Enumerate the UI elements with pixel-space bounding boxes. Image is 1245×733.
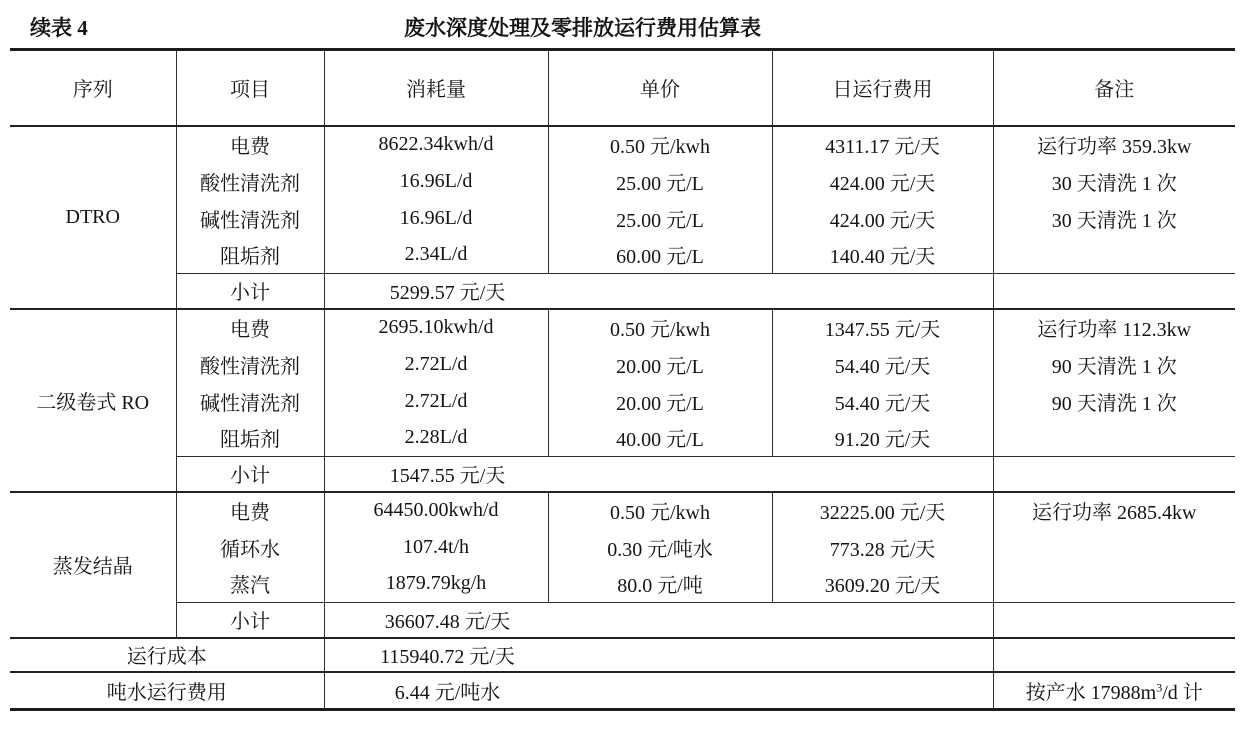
remark-cell	[993, 457, 1235, 492]
summary-value: 6.44 元/吨水	[394, 681, 501, 704]
column-header: 项目	[176, 50, 324, 126]
subtotal-row	[10, 457, 1235, 492]
summary-row	[10, 638, 1235, 672]
table-row	[10, 566, 1235, 603]
consumption-cell: 16.96L/d	[324, 200, 548, 237]
unit-price-cell: 0.50 元/kwh	[548, 309, 772, 346]
subtotal-value: 5299.57 元/天	[389, 282, 506, 305]
subtotal-row	[10, 603, 1235, 638]
table-continuation-label: 续表 4	[30, 16, 88, 40]
subtotal-value-cell	[324, 457, 993, 492]
remark-cell: 运行功率 112.3kw	[993, 309, 1235, 346]
item-cell: 蒸汽	[176, 566, 324, 603]
unit-price-cell: 0.50 元/kwh	[548, 492, 772, 529]
item-cell: 电费	[176, 126, 324, 163]
remark-cell	[993, 274, 1235, 309]
item-cell: 碱性清洗剂	[176, 200, 324, 237]
item-cell: 阻垢剂	[176, 420, 324, 457]
consumption-cell: 2.34L/d	[324, 237, 548, 274]
daily-cost-cell: 91.20 元/天	[772, 420, 993, 457]
item-cell: 电费	[176, 309, 324, 346]
consumption-cell: 16.96L/d	[324, 163, 548, 200]
table-row	[10, 200, 1235, 237]
item-cell: 酸性清洗剂	[176, 346, 324, 383]
caption-bar	[0, 12, 1245, 46]
consumption-cell: 2.72L/d	[324, 346, 548, 383]
remark-cell: 运行功率 2685.4kw	[993, 492, 1235, 529]
daily-cost-cell: 424.00 元/天	[772, 163, 993, 200]
subtotal-value: 36607.48 元/天	[384, 611, 511, 634]
item-cell: 阻垢剂	[176, 237, 324, 274]
remark-text: 按产水 17988m	[1025, 681, 1157, 704]
remark-cell: 90 天清洗 1 次	[993, 383, 1235, 420]
table-row	[10, 420, 1235, 457]
remark-cell	[993, 603, 1235, 638]
seq-cell: DTRO	[10, 126, 176, 309]
unit-price-cell: 25.00 元/L	[548, 163, 772, 200]
unit-price-cell: 40.00 元/L	[548, 420, 772, 457]
daily-cost-cell: 32225.00 元/天	[772, 492, 993, 529]
subtotal-row	[10, 274, 1235, 309]
column-header: 序列	[10, 50, 176, 126]
table-row	[10, 346, 1235, 383]
item-cell: 电费	[176, 492, 324, 529]
table-row	[10, 237, 1235, 274]
remark-cell: 运行功率 359.3kw	[993, 126, 1235, 163]
unit-price-cell: 80.0 元/吨	[548, 566, 772, 603]
consumption-cell: 1879.79kg/h	[324, 566, 548, 603]
remark-cell: 90 天清洗 1 次	[993, 346, 1235, 383]
subtotal-label-cell: 小计	[176, 274, 324, 309]
remark-superscript: 3	[1156, 680, 1163, 695]
unit-price-cell: 60.00 元/L	[548, 237, 772, 274]
daily-cost-cell: 54.40 元/天	[772, 346, 993, 383]
remark-cell: 30 天清洗 1 次	[993, 163, 1235, 200]
subtotal-value-cell	[324, 274, 993, 309]
table-row	[10, 126, 1235, 163]
column-header: 日运行费用	[772, 50, 993, 126]
item-cell: 碱性清洗剂	[176, 383, 324, 420]
daily-cost-cell: 1347.55 元/天	[772, 309, 993, 346]
seq-cell: 二级卷式 RO	[10, 309, 176, 492]
summary-label-cell: 运行成本	[10, 638, 324, 672]
consumption-cell: 2695.10kwh/d	[324, 309, 548, 346]
item-cell: 酸性清洗剂	[176, 163, 324, 200]
table-row	[10, 309, 1235, 346]
subtotal-value: 1547.55 元/天	[389, 465, 506, 488]
remark-text: /d 计	[1162, 681, 1203, 704]
consumption-cell: 8622.34kwh/d	[324, 126, 548, 163]
unit-price-cell: 0.50 元/kwh	[548, 126, 772, 163]
seq-cell: 蒸发结晶	[10, 492, 176, 638]
summary-label-cell: 吨水运行费用	[106, 681, 227, 704]
daily-cost-cell: 4311.17 元/天	[772, 126, 993, 163]
column-header: 备注	[993, 50, 1235, 126]
consumption-cell: 2.72L/d	[324, 383, 548, 420]
daily-cost-cell: 773.28 元/天	[772, 529, 993, 566]
cost-estimate-table	[10, 48, 1235, 711]
remark-cell	[993, 566, 1235, 603]
consumption-cell: 107.4t/h	[324, 529, 548, 566]
subtotal-label-cell: 小计	[176, 603, 324, 638]
daily-cost-cell: 140.40 元/天	[772, 237, 993, 274]
daily-cost-cell: 54.40 元/天	[772, 383, 993, 420]
summary-value: 115940.72 元/天	[380, 646, 515, 668]
table-row	[10, 492, 1235, 529]
summary-value-cell	[324, 638, 993, 672]
summary-remark-cell	[993, 672, 1235, 710]
remark-cell	[993, 529, 1235, 566]
table-row	[10, 383, 1235, 420]
summary-row	[10, 672, 1235, 710]
column-header: 消耗量	[324, 50, 548, 126]
column-header: 单价	[548, 50, 772, 126]
subtotal-value-cell	[324, 603, 993, 638]
remark-cell: 30 天清洗 1 次	[993, 200, 1235, 237]
unit-price-cell: 20.00 元/L	[548, 383, 772, 420]
table-row	[10, 163, 1235, 200]
table-title: 废水深度处理及零排放运行费用估算表	[404, 16, 761, 40]
daily-cost-cell: 424.00 元/天	[772, 200, 993, 237]
consumption-cell: 2.28L/d	[324, 420, 548, 457]
item-cell: 循环水	[176, 529, 324, 566]
unit-price-cell: 25.00 元/L	[548, 200, 772, 237]
summary-value-cell	[324, 672, 993, 710]
daily-cost-cell: 3609.20 元/天	[772, 566, 993, 603]
consumption-cell: 64450.00kwh/d	[324, 492, 548, 529]
subtotal-label-cell: 小计	[176, 457, 324, 492]
remark-cell	[993, 420, 1235, 457]
summary-remark-cell	[993, 638, 1235, 672]
remark-cell	[993, 237, 1235, 274]
table-header-row	[10, 50, 1235, 126]
unit-price-cell: 20.00 元/L	[548, 346, 772, 383]
table-row	[10, 529, 1235, 566]
unit-price-cell: 0.30 元/吨水	[548, 529, 772, 566]
